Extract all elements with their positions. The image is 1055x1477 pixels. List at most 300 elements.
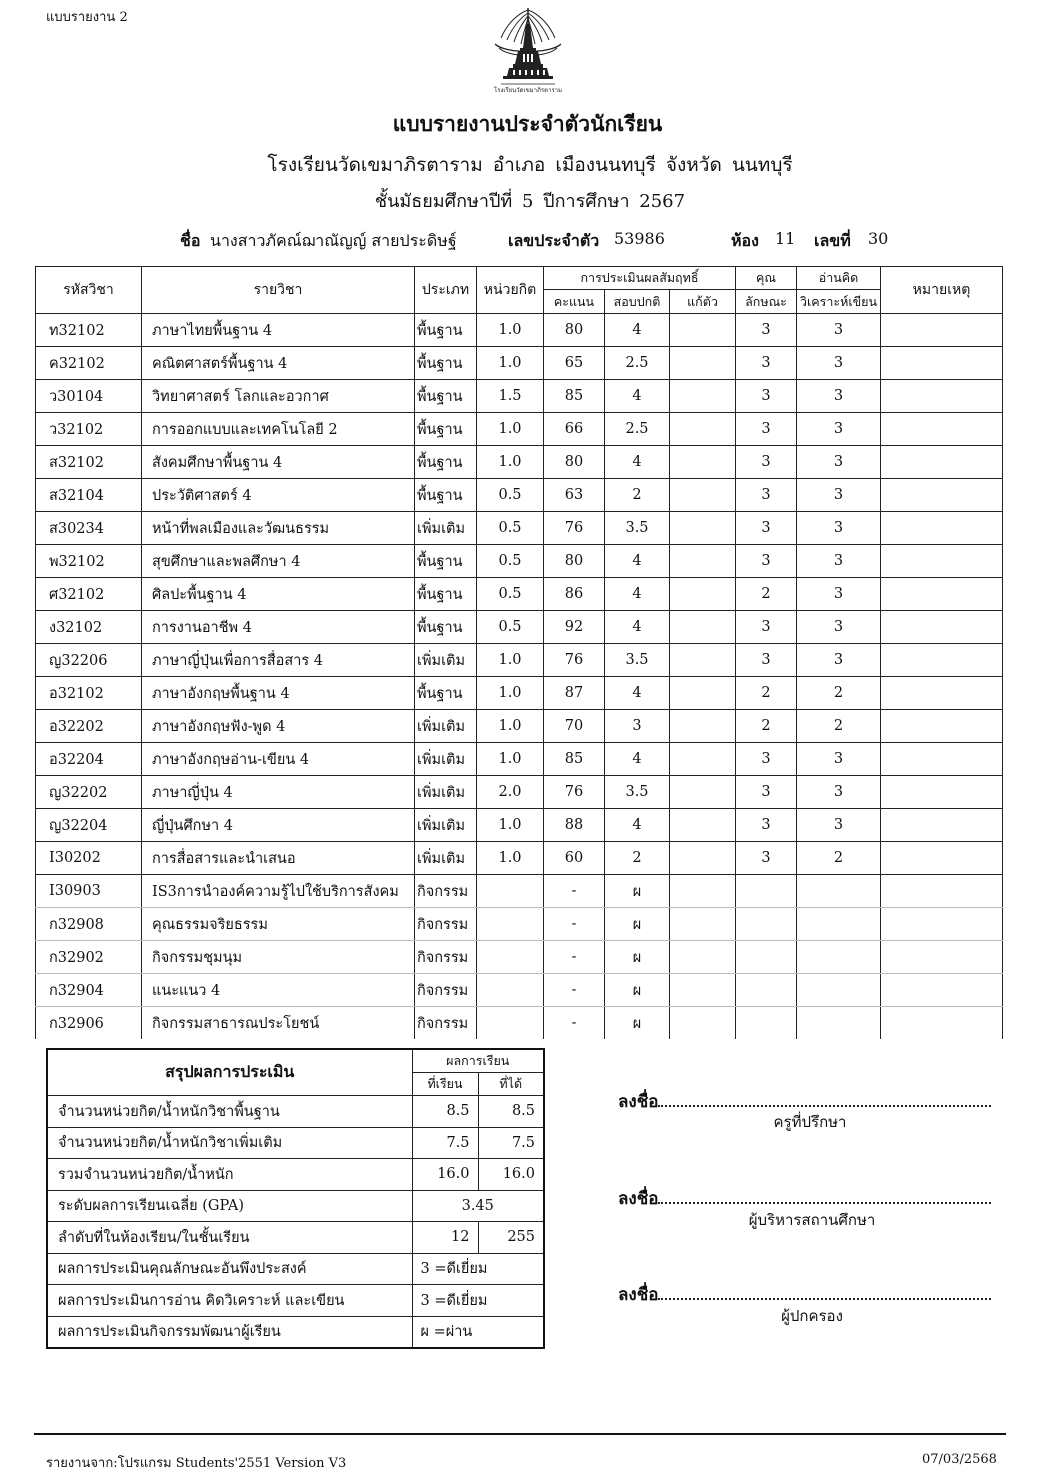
cell-reading: 2 [797,842,881,875]
cell-type: พื้นฐาน [415,347,477,380]
cell-grade: ผ [605,1007,670,1040]
cell-score: 60 [544,842,605,875]
advisor-role: ครูที่ปรึกษา [773,1113,847,1131]
basic-credits-taken: 8.5 [412,1096,478,1128]
cell-grade: ผ [605,875,670,908]
cell-character: 3 [736,743,797,776]
cell-retake [670,611,736,644]
cell-subject: ภาษาญี่ปุ่นเพื่อการสื่อสาร 4 [142,644,415,677]
cell-credit [477,941,544,974]
cell-score: 80 [544,446,605,479]
cell-reading [797,875,881,908]
taken-header: ที่เรียน [412,1073,478,1096]
cell-subject: สังคมศึกษาพื้นฐาน 4 [142,446,415,479]
grades-table [35,266,1003,1039]
summary-row-rank [47,1222,544,1254]
table-row [36,314,1003,347]
summary-row-total [47,1159,544,1191]
table-row [36,479,1003,512]
cell-credit [477,1007,544,1040]
cell-retake [670,776,736,809]
cell-type: กิจกรรม [415,908,477,941]
cell-score: - [544,875,605,908]
cell-remark [881,380,1003,413]
table-row [36,776,1003,809]
room-label: ห้อง [731,231,759,250]
table-row [36,974,1003,1007]
cell-code: ญ32204 [36,809,142,842]
cell-code: ก32908 [36,908,142,941]
cell-character: 2 [736,677,797,710]
cell-subject: คณิตศาสตร์พื้นฐาน 4 [142,347,415,380]
cell-remark [881,974,1003,1007]
cell-code: อ32202 [36,710,142,743]
cell-code: ก32904 [36,974,142,1007]
seat-number: 30 [868,229,889,248]
cell-type: พื้นฐาน [415,479,477,512]
cell-retake [670,479,736,512]
cell-remark [881,347,1003,380]
cell-retake [670,710,736,743]
cell-credit: 0.5 [477,578,544,611]
footer-date: 07/03/2568 [922,1452,997,1467]
cell-subject: การงานอาชีพ 4 [142,611,415,644]
cell-credit: 1.5 [477,380,544,413]
gpa-value: 3.45 [412,1190,544,1222]
summary-row-activity [47,1316,544,1348]
cell-character: 3 [736,380,797,413]
cell-remark [881,908,1003,941]
cell-credit: 1.0 [477,644,544,677]
cell-reading: 3 [797,479,881,512]
cell-credit: 2.0 [477,776,544,809]
cell-code: ก32902 [36,941,142,974]
cell-character: 3 [736,512,797,545]
cell-reading: 3 [797,545,881,578]
cell-character: 2 [736,710,797,743]
room-number: 11 [775,229,796,248]
cell-credit: 0.5 [477,545,544,578]
cell-character: 3 [736,479,797,512]
cell-subject: แนะแนว 4 [142,974,415,1007]
director-role: ผู้บริหารสถานศึกษา [748,1211,876,1229]
header-assessment: การประเมินผลสัมฤทธิ์ [544,267,736,290]
table-row [36,1007,1003,1040]
cell-character [736,1007,797,1040]
cell-grade: 4 [605,611,670,644]
table-row [36,809,1003,842]
earned-header: ที่ได้ [478,1073,544,1096]
cell-remark [881,413,1003,446]
cell-grade: 2 [605,479,670,512]
cell-retake [670,1007,736,1040]
header-remark: หมายเหตุ [881,267,1003,314]
cell-type: พื้นฐาน [415,380,477,413]
cell-code: ก32906 [36,1007,142,1040]
cell-type: พื้นฐาน [415,611,477,644]
cell-character [736,974,797,1007]
activity-eval-value: ผ =ผ่าน [412,1316,544,1348]
school-line: โรงเรียนวัดเขมาภิรตาราม อำเภอ เมืองนนทบุรี จังหวัด นนทบุรี [267,154,793,176]
cell-retake [670,446,736,479]
cell-grade: 3 [605,710,670,743]
cell-code: ส32104 [36,479,142,512]
cell-score: 66 [544,413,605,446]
cell-character: 3 [736,347,797,380]
summary-table [46,1048,545,1349]
cell-reading: 3 [797,314,881,347]
cell-character: 3 [736,842,797,875]
cell-type: พื้นฐาน [415,545,477,578]
cell-character [736,908,797,941]
cell-reading: 3 [797,413,881,446]
cell-remark [881,842,1003,875]
cell-retake [670,413,736,446]
report-form-label: แบบรายงาน 2 [46,10,128,25]
table-row [36,677,1003,710]
cell-reading: 2 [797,677,881,710]
table-row [36,578,1003,611]
cell-grade: 4 [605,380,670,413]
cell-score: 88 [544,809,605,842]
cell-remark [881,479,1003,512]
cell-score: 76 [544,644,605,677]
cell-subject: ภาษาอังกฤษอ่าน-เขียน 4 [142,743,415,776]
cell-remark [881,1007,1003,1040]
cell-credit: 1.0 [477,446,544,479]
cell-grade: 3.5 [605,776,670,809]
cell-retake [670,512,736,545]
basic-credits-label: จำนวนหน่วยกิต/น้ำหนักวิชาพื้นฐาน [47,1096,412,1128]
cell-credit: 1.0 [477,314,544,347]
header-code: รหัสวิชา [36,267,142,314]
cell-score: 76 [544,776,605,809]
cell-subject: กิจกรรมชุมนุม [142,941,415,974]
table-row [36,611,1003,644]
table-row [36,380,1003,413]
svg-text:โรงเรียนวัดเขมาภิรตาราม: โรงเรียนวัดเขมาภิรตาราม [494,87,562,94]
table-row [36,710,1003,743]
cell-score: - [544,941,605,974]
table-row [36,512,1003,545]
header-credit: หน่วยกิต [477,267,544,314]
cell-reading [797,941,881,974]
cell-score: 86 [544,578,605,611]
cell-subject: หน้าที่พลเมืองและวัฒนธรรม [142,512,415,545]
cell-reading: 3 [797,809,881,842]
cell-grade: 4 [605,578,670,611]
cell-grade: 2.5 [605,347,670,380]
rank-in-room: 12 [412,1222,478,1254]
character-eval-value: 3 =ดีเยี่ยม [412,1253,544,1285]
table-row [36,545,1003,578]
cell-credit: 1.0 [477,347,544,380]
cell-credit: 1.0 [477,710,544,743]
cell-grade: 4 [605,446,670,479]
results-header: ผลการเรียน [412,1049,544,1073]
cell-type: กิจกรรม [415,875,477,908]
cell-subject: ภาษาอังกฤษพื้นฐาน 4 [142,677,415,710]
cell-score: 76 [544,512,605,545]
table-row [36,413,1003,446]
cell-retake [670,314,736,347]
cell-code: ส32102 [36,446,142,479]
cell-remark [881,710,1003,743]
summary-row-extra [47,1127,544,1159]
summary-row-reading [47,1285,544,1317]
cell-type: พื้นฐาน [415,446,477,479]
cell-credit: 1.0 [477,809,544,842]
cell-character: 3 [736,644,797,677]
cell-code: ศ32102 [36,578,142,611]
cell-credit: 1.0 [477,743,544,776]
cell-remark [881,941,1003,974]
cell-type: เพิ่มเติม [415,776,477,809]
cell-code: ญ32206 [36,644,142,677]
cell-credit: 1.0 [477,842,544,875]
cell-credit: 1.0 [477,677,544,710]
cell-retake [670,380,736,413]
table-row [36,875,1003,908]
cell-reading [797,908,881,941]
cell-reading: 3 [797,347,881,380]
cell-code: อ32102 [36,677,142,710]
cell-grade: 2 [605,842,670,875]
cell-score: - [544,908,605,941]
header-type: ประเภท [415,267,477,314]
cell-retake [670,545,736,578]
cell-score: - [544,1007,605,1040]
seat-number-label: เลขที่ [814,231,851,250]
student-name-label: ชื่อ [180,231,201,250]
header-reading-bottom: วิเคราะห์เขียน [797,290,881,314]
cell-grade: 4 [605,809,670,842]
summary-title: สรุปผลการประเมิน [47,1049,412,1096]
cell-character: 3 [736,776,797,809]
cell-score: 65 [544,347,605,380]
header-reading-top: อ่านคิด [797,267,881,290]
cell-remark [881,875,1003,908]
cell-grade: 4 [605,743,670,776]
cell-subject: สุขศึกษาและพลศึกษา 4 [142,545,415,578]
cell-remark [881,611,1003,644]
cell-score: 87 [544,677,605,710]
cell-remark [881,644,1003,677]
parent-signature-line: ลงชื่อ [618,1281,991,1308]
cell-type: พื้นฐาน [415,413,477,446]
cell-reading: 3 [797,611,881,644]
cell-character: 3 [736,809,797,842]
summary-row-gpa [47,1190,544,1222]
cell-grade: 3.5 [605,644,670,677]
cell-credit [477,875,544,908]
cell-retake [670,347,736,380]
cell-type: พื้นฐาน [415,578,477,611]
cell-reading: 3 [797,578,881,611]
cell-retake [670,677,736,710]
student-name: นางสาวภัคณ์ฌาณัญญ์ สายประดิษฐ์ [210,231,457,250]
cell-code: ว32102 [36,413,142,446]
cell-retake [670,875,736,908]
cell-remark [881,446,1003,479]
cell-character [736,941,797,974]
cell-subject: ภาษาอังกฤษฟัง-พูด 4 [142,710,415,743]
cell-score: 80 [544,545,605,578]
cell-score: 80 [544,314,605,347]
total-credits-taken: 16.0 [412,1159,478,1191]
header-character-bottom: ลักษณะ [736,290,797,314]
character-eval-label: ผลการประเมินคุณลักษณะอันพึงประสงค์ [47,1253,412,1285]
student-id-label: เลขประจำตัว [508,231,600,250]
cell-subject: คุณธรรมจริยธรรม [142,908,415,941]
footer-source: รายงานจาก:โปรแกรม Students'2551 Version V3 [46,1456,347,1471]
header-subject: รายวิชา [142,267,415,314]
total-credits-label: รวมจำนวนหน่วยกิต/น้ำหนัก [47,1159,412,1191]
cell-reading: 2 [797,710,881,743]
cell-code: ง32102 [36,611,142,644]
cell-remark [881,314,1003,347]
cell-score: - [544,974,605,1007]
cell-reading: 3 [797,380,881,413]
cell-remark [881,545,1003,578]
cell-character: 3 [736,413,797,446]
cell-character: 3 [736,314,797,347]
cell-subject: ประวัติศาสตร์ 4 [142,479,415,512]
advisor-signature-line: ลงชื่อ [618,1088,991,1115]
table-row [36,842,1003,875]
parent-role: ผู้ปกครอง [781,1307,843,1325]
cell-retake [670,809,736,842]
cell-retake [670,644,736,677]
cell-type: เพิ่มเติม [415,512,477,545]
cell-code: I30903 [36,875,142,908]
student-id: 53986 [614,229,665,248]
class-line: ชั้นมัธยมศึกษาปีที่ 5 ปีการศึกษา 2567 [374,191,686,212]
cell-remark [881,743,1003,776]
cell-type: เพิ่มเติม [415,710,477,743]
cell-subject: การออกแบบและเทคโนโลยี 2 [142,413,415,446]
cell-subject: กิจกรรมสาธารณประโยชน์ [142,1007,415,1040]
table-row [36,644,1003,677]
cell-remark [881,776,1003,809]
cell-remark [881,512,1003,545]
cell-score: 63 [544,479,605,512]
rank-in-class: 255 [478,1222,544,1254]
cell-remark [881,578,1003,611]
cell-retake [670,974,736,1007]
cell-type: พื้นฐาน [415,314,477,347]
cell-subject: วิทยาศาสตร์ โลกและอวกาศ [142,380,415,413]
cell-reading: 3 [797,776,881,809]
cell-type: เพิ่มเติม [415,743,477,776]
cell-type: กิจกรรม [415,941,477,974]
extra-credits-earned: 7.5 [478,1127,544,1159]
cell-code: ค32102 [36,347,142,380]
table-row [36,941,1003,974]
summary-row-basic [47,1096,544,1128]
cell-reading: 3 [797,512,881,545]
gpa-label: ระดับผลการเรียนเฉลี่ย (GPA) [47,1190,412,1222]
cell-score: 70 [544,710,605,743]
cell-type: กิจกรรม [415,1007,477,1040]
cell-reading [797,974,881,1007]
cell-character: 3 [736,611,797,644]
cell-character: 2 [736,578,797,611]
cell-grade: 4 [605,677,670,710]
cell-reading [797,1007,881,1040]
cell-subject: IS3การนำองค์ความรู้ไปใช้บริการสังคม [142,875,415,908]
cell-credit: 0.5 [477,512,544,545]
cell-credit: 1.0 [477,413,544,446]
cell-grade: ผ [605,908,670,941]
cell-type: เพิ่มเติม [415,644,477,677]
school-emblem-icon [487,4,569,96]
header-character-top: คุณ [736,267,797,290]
cell-retake [670,941,736,974]
cell-retake [670,842,736,875]
table-row [36,908,1003,941]
cell-grade: ผ [605,974,670,1007]
table-row [36,446,1003,479]
extra-credits-label: จำนวนหน่วยกิต/น้ำหนักวิชาเพิ่มเติม [47,1127,412,1159]
cell-remark [881,677,1003,710]
cell-code: พ32102 [36,545,142,578]
cell-type: กิจกรรม [415,974,477,1007]
cell-reading: 3 [797,446,881,479]
cell-code: I30202 [36,842,142,875]
cell-reading: 3 [797,743,881,776]
cell-credit [477,908,544,941]
rank-label: ลำดับที่ในห้องเรียน/ในชั้นเรียน [47,1222,412,1254]
summary-row-character [47,1253,544,1285]
cell-type: เพิ่มเติม [415,842,477,875]
reading-eval-label: ผลการประเมินการอ่าน คิดวิเคราะห์ และเขียน [47,1285,412,1317]
header-retake: แก้ตัว [670,290,736,314]
cell-type: เพิ่มเติม [415,809,477,842]
cell-reading: 3 [797,644,881,677]
reading-eval-value: 3 =ดีเยี่ยม [412,1285,544,1317]
director-signature-line: ลงชื่อ [618,1185,991,1212]
header-grade: สอบปกติ [605,290,670,314]
cell-character: 3 [736,545,797,578]
cell-retake [670,743,736,776]
footer-divider [34,1433,1006,1435]
cell-type: พื้นฐาน [415,677,477,710]
cell-score: 85 [544,743,605,776]
basic-credits-earned: 8.5 [478,1096,544,1128]
cell-retake [670,578,736,611]
cell-retake [670,908,736,941]
cell-subject: ภาษาไทยพื้นฐาน 4 [142,314,415,347]
cell-grade: ผ [605,941,670,974]
cell-grade: 4 [605,545,670,578]
total-credits-earned: 16.0 [478,1159,544,1191]
cell-code: ส30234 [36,512,142,545]
cell-code: อ32204 [36,743,142,776]
cell-code: ญ32202 [36,776,142,809]
header-score: คะแนน [544,290,605,314]
cell-grade: 2.5 [605,413,670,446]
table-row [36,347,1003,380]
cell-grade: 4 [605,314,670,347]
cell-grade: 3.5 [605,512,670,545]
cell-subject: ญี่ปุ่นศึกษา 4 [142,809,415,842]
cell-credit: 0.5 [477,479,544,512]
cell-character [736,875,797,908]
cell-code: ว30104 [36,380,142,413]
cell-subject: การสื่อสารและนำเสนอ [142,842,415,875]
extra-credits-taken: 7.5 [412,1127,478,1159]
